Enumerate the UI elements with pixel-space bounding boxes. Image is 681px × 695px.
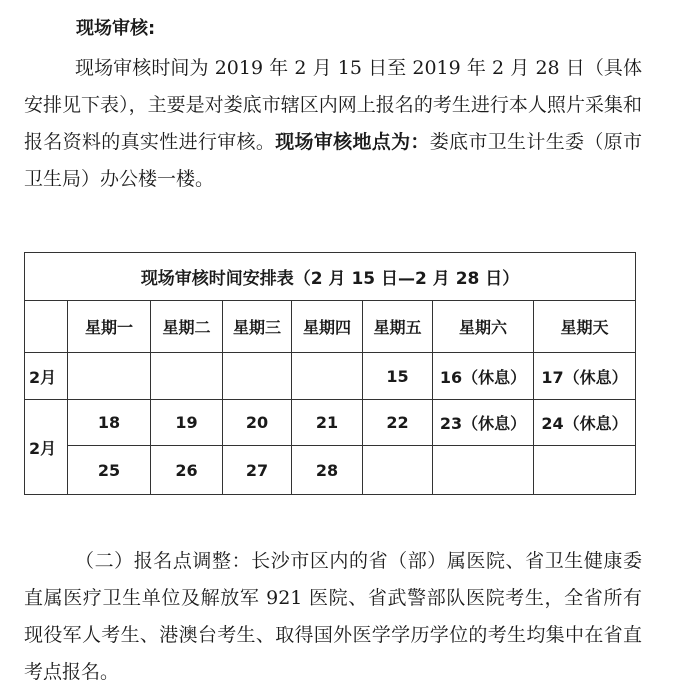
date-cell: 23（休息） [433, 400, 534, 446]
date-cell: 27 [223, 446, 292, 495]
date-cell: 20 [223, 400, 292, 446]
date-cell: 19 [151, 400, 223, 446]
month-label: 2月 [25, 353, 68, 400]
date-cell: 18 [68, 400, 151, 446]
date-cell: 28 [292, 446, 363, 495]
date-cell [68, 353, 151, 400]
schedule-title: 现场审核时间安排表（2 月 15 日—2 月 28 日） [25, 253, 636, 301]
schedule-table [24, 252, 636, 495]
header-day: 星期三 [223, 301, 292, 353]
review-paragraph-text: 现场审核时间为 2019 年 2 月 15 日至 2019 年 2 月 28 日（具体安排见下表），主要是对娄底市辖区内网上报名的考生进行本人照片采集和报名资料的真实性进行审核。 [24, 57, 642, 153]
review-location-label: 现场审核地点为： [275, 131, 430, 153]
date-cell: 26 [151, 446, 223, 495]
header-day: 星期一 [68, 301, 151, 353]
date-cell [363, 446, 433, 495]
date-cell: 21 [292, 400, 363, 446]
date-cell: 25 [68, 446, 151, 495]
section-heading: 现场审核: [76, 18, 156, 39]
date-cell: 22 [363, 400, 433, 446]
date-cell [151, 353, 223, 400]
header-day: 星期四 [292, 301, 363, 353]
date-cell: 16（休息） [433, 353, 534, 400]
date-cell: 24（休息） [534, 400, 636, 446]
date-cell [534, 446, 636, 495]
header-blank-cell [25, 301, 68, 353]
review-location-text: 娄底市卫生计生委（原市卫生局）办公楼一楼。 [24, 131, 642, 190]
header-day: 星期五 [363, 301, 433, 353]
header-day: 星期六 [433, 301, 534, 353]
date-cell [292, 353, 363, 400]
month-label: 2月 [25, 400, 68, 495]
date-cell: 17（休息） [534, 353, 636, 400]
registration-adjustment-paragraph: （二）报名点调整：长沙市区内的省（部）属医院、省卫生健康委直属医疗卫生单位及解放军 921 医院、省武警部队医院考生，全省所有现役军人考生、港澳台考生、取得国外医学学历学位的考生均集中在省直考点报名。 [24, 550, 642, 683]
review-paragraph [24, 50, 642, 198]
date-cell [223, 353, 292, 400]
header-day: 星期二 [151, 301, 223, 353]
date-cell [433, 446, 534, 495]
header-day: 星期天 [534, 301, 636, 353]
date-cell: 15 [363, 353, 433, 400]
